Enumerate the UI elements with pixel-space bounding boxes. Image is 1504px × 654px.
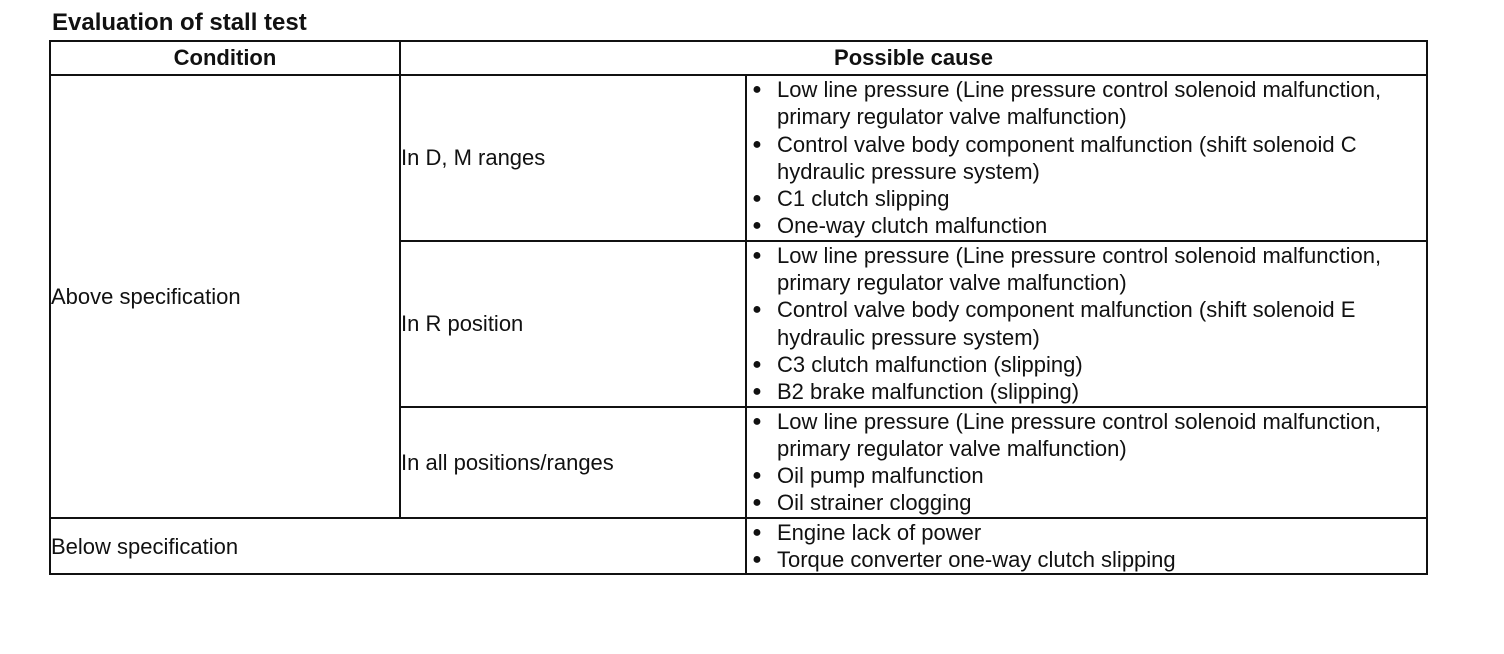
position-all-positions-ranges: In all positions/ranges xyxy=(400,407,746,518)
causes-all-positions xyxy=(746,407,1427,518)
cause-item: ● One-way clutch malfunction xyxy=(747,212,1426,239)
bullet-icon: ● xyxy=(752,383,762,401)
table-header-row xyxy=(50,41,1427,75)
cause-list xyxy=(747,76,1426,240)
cause-item: ● Engine lack of power xyxy=(747,519,1426,546)
condition-below-specification: Below specification xyxy=(50,518,746,575)
cause-item: ● Control valve body component malfunction (shift solenoid E hydraulic pressure system) xyxy=(747,296,1426,351)
bullet-icon: ● xyxy=(752,135,762,153)
cause-item: ● Oil pump malfunction xyxy=(747,462,1426,489)
condition-above-specification: Above specification xyxy=(50,75,400,518)
bullet-icon: ● xyxy=(752,355,762,373)
bullet-icon: ● xyxy=(752,217,762,235)
page-title: Evaluation of stall test xyxy=(52,9,307,36)
bullet-icon: ● xyxy=(752,523,762,541)
position-r-position: In R position xyxy=(400,241,746,407)
cause-item: ● Low line pressure (Line pressure control solenoid malfunction, primary regulator valve malfunction) xyxy=(747,242,1426,297)
bullet-icon: ● xyxy=(752,246,762,264)
bullet-icon: ● xyxy=(752,551,762,569)
cause-item: ● B2 brake malfunction (slipping) xyxy=(747,378,1426,405)
cause-list xyxy=(747,519,1426,574)
cause-item: ● C3 clutch malfunction (slipping) xyxy=(747,351,1426,378)
stall-test-table xyxy=(49,40,1428,575)
bullet-icon: ● xyxy=(752,412,762,430)
position-d-m-ranges: In D, M ranges xyxy=(400,75,746,241)
bullet-icon: ● xyxy=(752,494,762,512)
table-row-below-specification xyxy=(50,518,1427,575)
cause-item: ● Torque converter one-way clutch slipping xyxy=(747,546,1426,573)
cause-item: ● Control valve body component malfunction (shift solenoid C hydraulic pressure system) xyxy=(747,131,1426,186)
table-row-d-m-ranges xyxy=(50,75,1427,241)
header-condition: Condition xyxy=(50,41,400,75)
causes-below-specification xyxy=(746,518,1427,575)
cause-item: ● Low line pressure (Line pressure control solenoid malfunction, primary regulator valve malfunction) xyxy=(747,408,1426,463)
causes-r-position xyxy=(746,241,1427,407)
cause-item: ● Oil strainer clogging xyxy=(747,489,1426,516)
header-possible-cause: Possible cause xyxy=(400,41,1427,75)
bullet-icon: ● xyxy=(752,301,762,319)
cause-item: ● Low line pressure (Line pressure control solenoid malfunction, primary regulator valve malfunction) xyxy=(747,76,1426,131)
cause-list xyxy=(747,408,1426,517)
bullet-icon: ● xyxy=(752,81,762,98)
bullet-icon: ● xyxy=(752,467,762,485)
cause-item: ● C1 clutch slipping xyxy=(747,185,1426,212)
cause-list xyxy=(747,242,1426,406)
causes-d-m-ranges xyxy=(746,75,1427,241)
bullet-icon: ● xyxy=(752,190,762,208)
